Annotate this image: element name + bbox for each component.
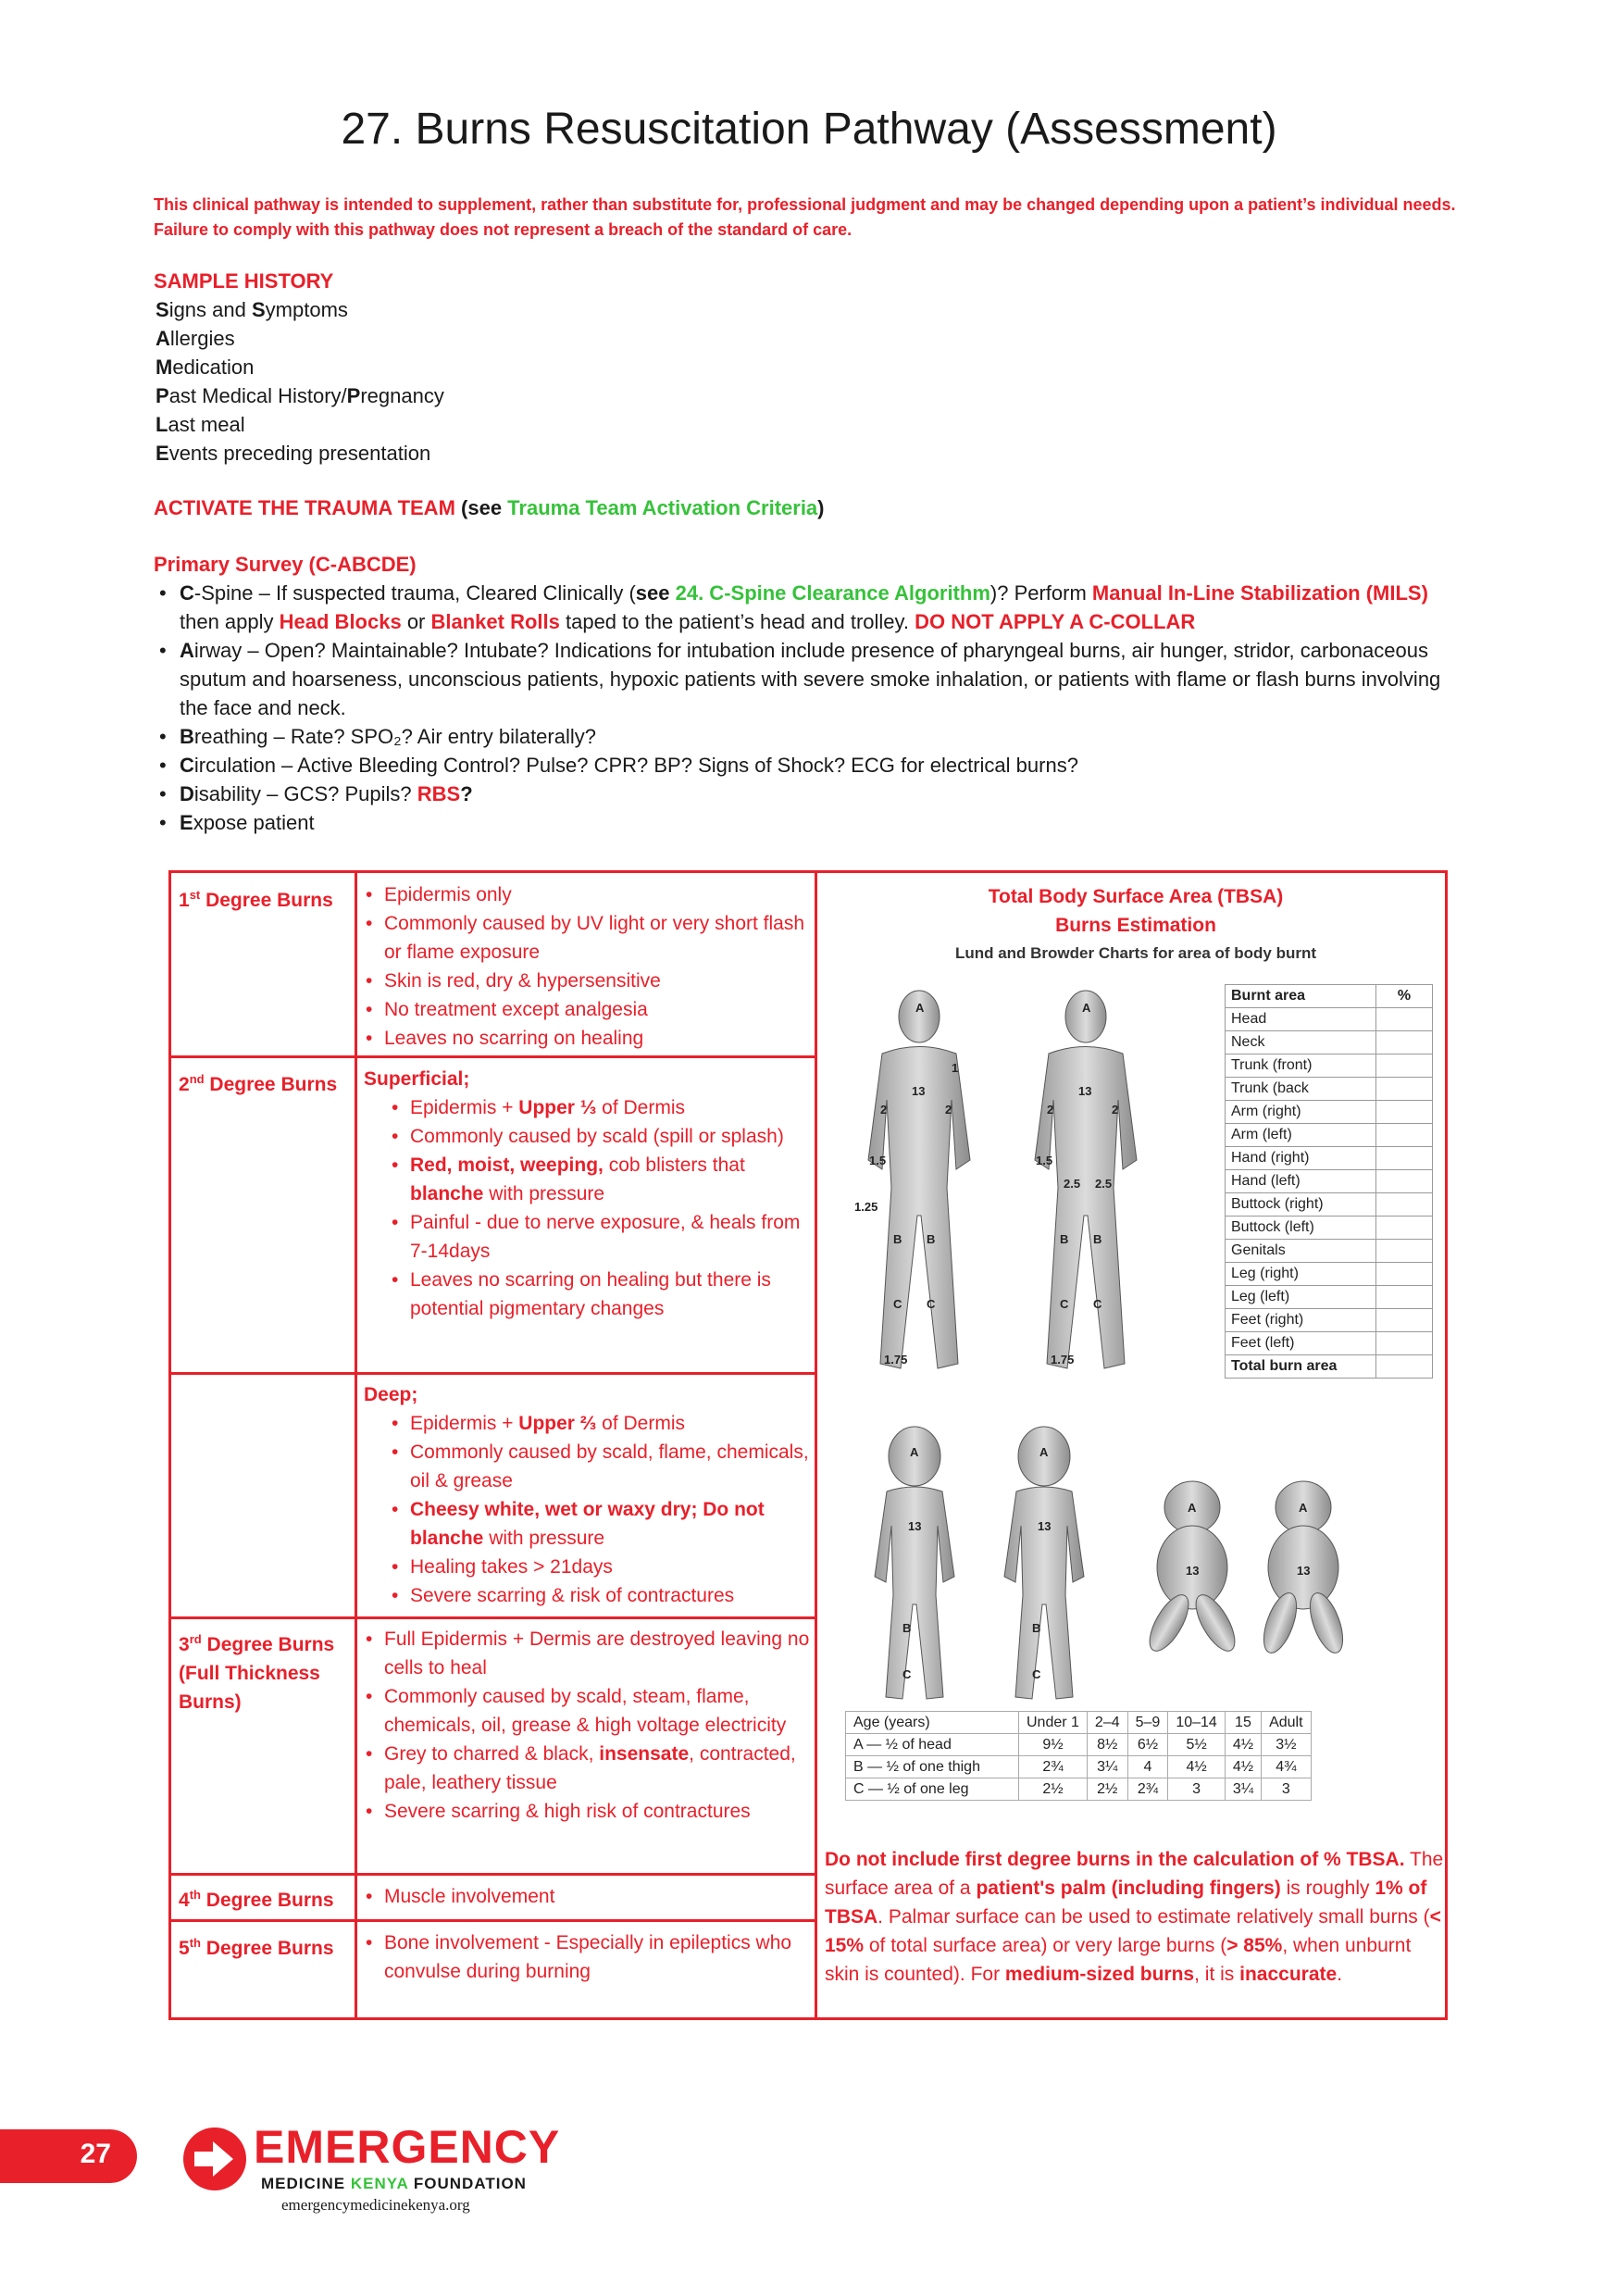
- second-degree-label: 2nd Degree Burns: [179, 1072, 338, 1095]
- disclaimer: This clinical pathway is intended to supplement, rather than substitute for, professional judgment and may be changed depending upon a patient’s individual needs. Failure to comply with this pathway does not represent a breach of the standard of care.: [154, 195, 1456, 239]
- fourth-degree-desc: • Muscle involvement: [364, 1882, 812, 1911]
- first-degree-label: 1st Degree Burns: [179, 888, 333, 911]
- fig-label: C: [927, 1297, 936, 1311]
- child-front-figure: [875, 1427, 954, 1699]
- second-superficial-desc: Superficial; • Epidermis + Upper ⅓ of Dermis • Commonly caused by scald (spill or splash) • Red, moist, weeping, cob blisters that blanche with pressure • Painful - due to nerve exposure, & heals from 7-14days • Leaves no scarring on healing but there is potential pigmentary changes: [364, 1065, 812, 1323]
- age-table-header: Under 1: [1019, 1712, 1088, 1734]
- second-deep-desc: Deep; • Epidermis + Upper ⅔ of Dermis • Commonly caused by scald, flame, chemicals, oil & grease • Cheesy white, wet or waxy dry; Do not blanche with pressure • Healing takes > 21days • Severe scarring & risk of contractures: [364, 1380, 812, 1610]
- fig-label: B: [893, 1232, 902, 1246]
- burnt-table-row: Arm (right): [1226, 1101, 1433, 1124]
- fig-label: B: [927, 1232, 936, 1246]
- logo-wordmark: EMERGENCY: [254, 2121, 561, 2173]
- burnt-table-row: Buttock (left): [1226, 1217, 1433, 1240]
- trauma-criteria-link[interactable]: Trauma Team Activation Criteria: [507, 496, 818, 519]
- page-number-badge: [0, 2129, 137, 2183]
- burnt-table-row: Trunk (front): [1226, 1054, 1433, 1078]
- first-degree-item: • Skin is red, dry & hypersensitive: [364, 967, 812, 995]
- age-table-row: A — ½ of head 9½ 8½ 6½ 5½ 4½ 3½: [846, 1734, 1312, 1756]
- fifth-degree-desc: • Bone involvement - Especially in epileptics who convulse during burning: [364, 1928, 812, 1986]
- fig-label: A: [1299, 1501, 1308, 1515]
- burnt-table-row: Trunk (back: [1226, 1078, 1433, 1101]
- fig-label: B: [1093, 1232, 1102, 1246]
- burnt-table-header: Burnt area: [1226, 985, 1376, 1008]
- sample-history-item: Signs and Symptoms: [156, 298, 348, 321]
- age-table-row: B — ½ of one thigh 2¾ 3¼ 4 4½ 4½ 4¾: [846, 1756, 1312, 1778]
- fig-label: A: [1082, 1001, 1091, 1015]
- fig-label: 13: [1078, 1084, 1092, 1098]
- fig-label: 1.75: [1051, 1353, 1075, 1366]
- website-url[interactable]: emergencymedicinekenya.org: [281, 2196, 470, 2214]
- trauma-team-section: [154, 493, 1468, 522]
- trauma-see: (see: [454, 496, 508, 519]
- adult-back-figure: [1035, 991, 1137, 1368]
- expose-item: • Expose patient: [154, 808, 1468, 837]
- age-table-header: 2–4: [1087, 1712, 1127, 1734]
- fig-label: 1.25: [854, 1200, 878, 1214]
- burns-table: [168, 870, 1448, 2020]
- divider: [171, 1616, 817, 1619]
- burnt-table-row: Buttock (right): [1226, 1193, 1433, 1217]
- fig-label: 13: [1186, 1564, 1200, 1578]
- divider: [171, 1372, 817, 1375]
- primary-survey-heading: Primary Survey (C-ABCDE): [154, 553, 417, 576]
- sample-history-section: [154, 267, 1468, 468]
- child-back-figure: [1004, 1427, 1084, 1699]
- sample-history-item: Events preceding presentation: [156, 442, 431, 465]
- airway-item: • Airway – Open? Maintainable? Intubate? Indications for intubation include presence of pharyngeal burns, air hunger, stridor, carbonaceous sputum and hoarseness, unconscious patients, hypoxic patients with severe smoke inhalation, or patients with flame or flash burns involving the face and neck.: [154, 636, 1468, 722]
- divider: [171, 1873, 817, 1876]
- fig-label: C: [902, 1667, 912, 1681]
- divider: [171, 1919, 817, 1922]
- tbsa-note: Do not include first degree burns in the calculation of % TBSA. The surface area of a patient's palm (including fingers) is roughly 1% of TBSA. Palmar surface can be used to estimate relatively small burns (< 15% of total surface area) or very large burns (> 85%, when unburnt skin is counted). For medium-sized burns, it is inaccurate.: [825, 1849, 1444, 1985]
- sample-history-item: Past Medical History/Pregnancy: [156, 384, 444, 407]
- breathing-item: • Breathing – Rate? SPO₂? Air entry bilaterally?: [154, 722, 1468, 751]
- fig-label: B: [902, 1621, 912, 1635]
- fourth-degree-label: 4th Degree Burns: [179, 1888, 334, 1911]
- burnt-table-row: Hand (right): [1226, 1147, 1433, 1170]
- fig-label: C: [1032, 1667, 1041, 1681]
- fig-label: 13: [912, 1084, 926, 1098]
- burnt-table-row: Arm (left): [1226, 1124, 1433, 1147]
- fig-label: 2: [880, 1103, 888, 1117]
- fig-label: 2.5: [1095, 1177, 1113, 1191]
- page-title: 27. Burns Resuscitation Pathway (Assessment): [341, 105, 1277, 154]
- fig-label: A: [915, 1001, 925, 1015]
- fig-label: C: [1060, 1297, 1069, 1311]
- c-spine-item: • C-Spine – If suspected trauma, Cleared Clinically (see 24. C-Spine Clearance Algorithm)? Perform Manual In-Line Stabilization (MILS) then apply Head Blocks or Blanket Rolls taped to the patient’s head and trolley. DO NOT APPLY A C-COLLAR: [154, 579, 1468, 636]
- divider: [355, 873, 357, 2017]
- age-table-header: Adult: [1262, 1712, 1311, 1734]
- burnt-table-row: Leg (left): [1226, 1286, 1433, 1309]
- fig-label: 13: [908, 1519, 922, 1533]
- divider: [815, 873, 817, 2017]
- sample-history-list: [154, 295, 1468, 468]
- total-burn-area-label: Total burn area: [1226, 1355, 1376, 1379]
- tbsa-title: Total Body Surface Area (TBSA) Burns Estimation: [988, 886, 1284, 936]
- circulation-item: • Circulation – Active Bleeding Control? Pulse? CPR? BP? Signs of Shock? ECG for electrical burns?: [154, 751, 1468, 780]
- burnt-table-row: Hand (left): [1226, 1170, 1433, 1193]
- c-spine-algorithm-link[interactable]: 24. C-Spine Clearance Algorithm: [675, 581, 990, 605]
- age-table-header: 10–14: [1168, 1712, 1226, 1734]
- fig-label: 13: [1038, 1519, 1052, 1533]
- sample-history-item: Last meal: [156, 413, 245, 436]
- burnt-table-header: %: [1376, 985, 1433, 1008]
- fig-label: A: [910, 1445, 919, 1459]
- fig-label: 2: [1112, 1103, 1119, 1117]
- logo-subtitle: MEDICINE KENYA FOUNDATION: [261, 2175, 527, 2192]
- third-degree-label: 3rd Degree Burns (Full Thickness Burns): [179, 1632, 335, 1713]
- logo-arrow-icon: [181, 2126, 248, 2192]
- fig-label: 2: [1047, 1103, 1054, 1117]
- fig-label: B: [1060, 1232, 1069, 1246]
- lund-browder-caption: Lund and Browder Charts for area of body burnt: [954, 944, 1317, 962]
- age-table-header: 15: [1225, 1712, 1261, 1734]
- fig-label: C: [1093, 1297, 1102, 1311]
- sample-history-item: Medication: [156, 356, 255, 379]
- age-table-header: Age (years): [846, 1712, 1019, 1734]
- burnt-table-row: Genitals: [1226, 1240, 1433, 1263]
- first-degree-item: • Commonly caused by UV light or very short flash or flame exposure: [364, 909, 812, 967]
- page-number: 27: [80, 2139, 111, 2169]
- fig-label: 2.5: [1064, 1177, 1081, 1191]
- first-degree-item: • No treatment except analgesia: [364, 995, 812, 1024]
- age-table-header: 5–9: [1127, 1712, 1168, 1734]
- fig-label: 1.75: [884, 1353, 908, 1366]
- burnt-table-row: Head: [1226, 1008, 1433, 1031]
- fig-label: 1.5: [869, 1154, 887, 1167]
- age-table: [845, 1711, 1312, 1801]
- primary-survey-section: [154, 550, 1468, 837]
- fig-label: A: [1188, 1501, 1197, 1515]
- fig-label: A: [1039, 1445, 1049, 1459]
- fig-label: 13: [1297, 1564, 1311, 1578]
- first-degree-item: • Epidermis only: [364, 880, 812, 909]
- fig-label: 2: [945, 1103, 952, 1117]
- burnt-area-table: [1225, 984, 1433, 1379]
- sample-history-item: Allergies: [156, 327, 235, 350]
- fig-label: B: [1032, 1621, 1041, 1635]
- age-table-row: C — ½ of one leg 2½ 2½ 2¾ 3 3¼ 3: [846, 1778, 1312, 1801]
- divider: [171, 1055, 817, 1058]
- trauma-heading: ACTIVATE THE TRAUMA TEAM: [154, 496, 455, 519]
- burnt-table-row: Neck: [1226, 1031, 1433, 1054]
- fig-label: C: [893, 1297, 902, 1311]
- disability-item: • Disability – GCS? Pupils? RBS?: [154, 780, 1468, 808]
- fig-label: 1: [952, 1061, 959, 1075]
- burnt-table-row: Feet (left): [1226, 1332, 1433, 1355]
- first-degree-desc: [364, 880, 812, 1053]
- burnt-table-row: Feet (right): [1226, 1309, 1433, 1332]
- burnt-table-row: Leg (right): [1226, 1263, 1433, 1286]
- trauma-close: ): [817, 496, 825, 519]
- first-degree-item: • Leaves no scarring on healing: [364, 1024, 812, 1053]
- adult-front-figure: [868, 991, 970, 1368]
- fifth-degree-label: 5th Degree Burns: [179, 1936, 334, 1959]
- third-degree-desc: • Full Epidermis + Dermis are destroyed leaving no cells to heal • Commonly caused by scald, steam, flame, chemicals, oil, grease & high voltage electricity • Grey to charred & black, insensate, contracted, pale, leathery tissue • Severe scarring & high risk of contractures: [364, 1625, 812, 1826]
- sample-history-heading: SAMPLE HISTORY: [154, 269, 334, 293]
- fig-label: 1.5: [1036, 1154, 1053, 1167]
